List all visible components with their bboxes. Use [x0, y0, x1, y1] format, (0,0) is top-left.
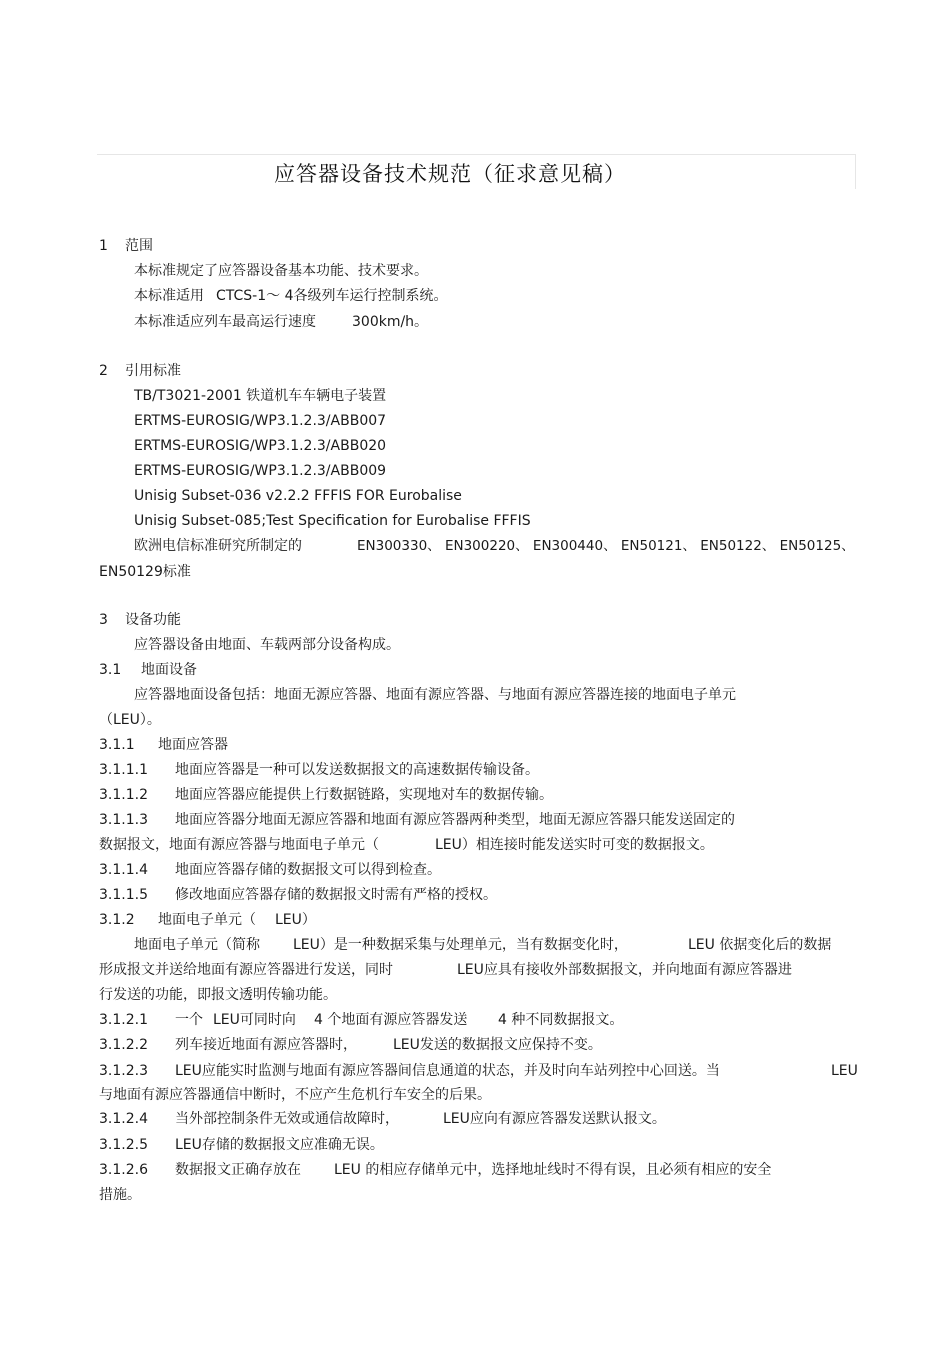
- clause-text: LEU应能实时监测与地面有源应答器间信息通道的状态，并及时向车站列控中心回送。当: [175, 1063, 720, 1079]
- clause-number: 3.1.1.4: [99, 862, 148, 878]
- section-2-number: 2: [99, 363, 108, 379]
- clause-text: LEU 的相应存储单元中，选择地址线时不得有误，且必须有相应的安全: [334, 1162, 772, 1178]
- section-3-1-1-number: 3.1.1: [99, 737, 135, 753]
- section-1-number: 1: [99, 238, 108, 254]
- clause-text: LEU发送的数据报文应保持不变。: [393, 1037, 602, 1053]
- clause-text: 地面应答器是一种可以发送数据报文的高速数据传输设备。: [175, 762, 539, 778]
- clause-text: 4 个地面有源应答器发送: [314, 1012, 468, 1028]
- reference-euro-c: EN50129标准: [99, 564, 191, 580]
- clause-number: 3.1.1.5: [99, 887, 148, 903]
- clause-text: 当外部控制条件无效或通信故障时，: [175, 1111, 399, 1127]
- clause-text: 地面应答器分地面无源应答器和地面有源应答器两种类型，地面无源应答器只能发送固定的: [175, 812, 735, 828]
- section-1-paragraph-3b: 300km/h。: [352, 314, 429, 330]
- clause-text: LEU可同时向: [213, 1012, 296, 1028]
- clause-number: 3.1.1.2: [99, 787, 148, 803]
- paragraph-text: 行发送的功能，即报文透明传输功能。: [99, 987, 337, 1003]
- reference-item: ERTMS-EUROSIG/WP3.1.2.3/ABB020: [134, 438, 387, 454]
- section-1-paragraph-2b: CTCS-1～ 4各级列车运行控制系统。: [216, 288, 448, 304]
- section-3-1-paragraph-1: 应答器地面设备包括：地面无源应答器、地面有源应答器、与地面有源应答器连接的地面电子单元: [134, 687, 736, 703]
- clause-number: 3.1.1.3: [99, 812, 148, 828]
- paragraph-text: 地面电子单元（简称: [134, 937, 260, 953]
- reference-euro-a: 欧洲电信标准研究所制定的: [134, 538, 302, 554]
- section-3-1-2-number: 3.1.2: [99, 912, 135, 928]
- paragraph-text: LEU 依据变化后的数据: [688, 937, 832, 953]
- clause-number: 3.1.2.4: [99, 1111, 148, 1127]
- clause-text: 4 种不同数据报文。: [498, 1012, 624, 1028]
- section-1-paragraph-3a: 本标准适应列车最高运行速度: [134, 314, 316, 330]
- clause-text: LEU）相连接时能发送实时可变的数据报文。: [435, 837, 714, 853]
- reference-item: Unisig Subset-085;Test Specification for Eurobalise FFFIS: [134, 513, 531, 529]
- clause-number: 3.1.2.2: [99, 1037, 148, 1053]
- section-3-1-2-heading: LEU）: [275, 912, 316, 928]
- section-3-1-number: 3.1: [99, 662, 122, 678]
- clause-text: 与地面有源应答器通信中断时，不应产生危机行车安全的后果。: [99, 1087, 491, 1103]
- clause-number: 3.1.2.1: [99, 1012, 148, 1028]
- clause-text: LEU: [831, 1063, 858, 1079]
- clause-text: 数据报文，地面有源应答器与地面电子单元（: [99, 837, 379, 853]
- clause-text: 数据报文正确存放在: [175, 1162, 301, 1178]
- reference-euro-b: EN300330、 EN300220、 EN300440、 EN50121、 EN50122、 EN50125、: [357, 538, 855, 554]
- section-3-1-paragraph-2: （LEU）。: [99, 712, 161, 728]
- clause-number: 3.1.2.6: [99, 1162, 148, 1178]
- paragraph-text: LEU应具有接收外部数据报文，并向地面有源应答器进: [457, 962, 792, 978]
- section-3-intro: 应答器设备由地面、车载两部分设备构成。: [134, 637, 400, 653]
- section-3-1-2-heading: 地面电子单元（: [158, 912, 256, 928]
- clause-text: 修改地面应答器存储的数据报文时需有严格的授权。: [175, 887, 497, 903]
- section-2-heading: 引用标准: [125, 363, 181, 379]
- paragraph-text: 形成报文并送给地面有源应答器进行发送，同时: [99, 962, 393, 978]
- clause-number: 3.1.2.5: [99, 1137, 148, 1153]
- section-3-1-1-heading: 地面应答器: [158, 737, 228, 753]
- document-title: 应答器设备技术规范（征求意见稿）: [274, 162, 626, 186]
- clause-text: LEU应向有源应答器发送默认报文。: [443, 1111, 666, 1127]
- section-3-number: 3: [99, 612, 108, 628]
- paragraph-text: LEU）是一种数据采集与处理单元，当有数据变化时，: [293, 937, 628, 953]
- clause-text: 地面应答器应能提供上行数据链路，实现地对车的数据传输。: [175, 787, 553, 803]
- clause-text: 列车接近地面有源应答器时，: [175, 1037, 357, 1053]
- clause-number: 3.1.2.3: [99, 1063, 148, 1079]
- reference-item: Unisig Subset-036 v2.2.2 FFFIS FOR Eurobalise: [134, 488, 462, 504]
- clause-text: 一个: [175, 1012, 203, 1028]
- reference-item: ERTMS-EUROSIG/WP3.1.2.3/ABB007: [134, 413, 387, 429]
- clause-text: 措施。: [99, 1187, 141, 1203]
- reference-item: TB/T3021-2001 铁道机车车辆电子装置: [134, 388, 387, 404]
- reference-item: ERTMS-EUROSIG/WP3.1.2.3/ABB009: [134, 463, 387, 479]
- clause-number: 3.1.1.1: [99, 762, 148, 778]
- section-1-heading: 范围: [125, 238, 153, 254]
- clause-text: 地面应答器存储的数据报文可以得到检查。: [175, 862, 441, 878]
- clause-text: LEU存储的数据报文应准确无误。: [175, 1137, 384, 1153]
- section-3-heading: 设备功能: [125, 612, 181, 628]
- section-1-paragraph-1: 本标准规定了应答器设备基本功能、技术要求。: [134, 263, 428, 279]
- section-3-1-heading: 地面设备: [141, 662, 197, 678]
- section-1-paragraph-2a: 本标准适用: [134, 288, 204, 304]
